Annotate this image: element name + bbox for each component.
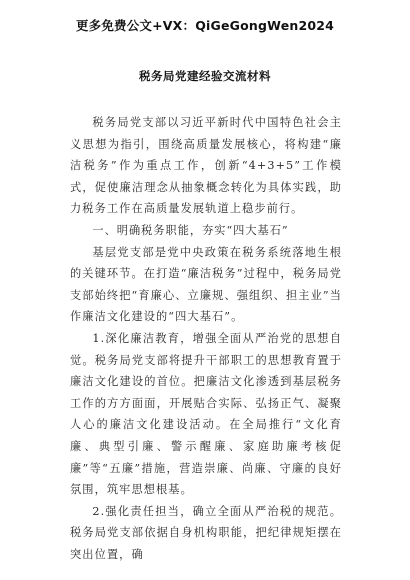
document-body xyxy=(70,112,342,565)
paragraph-intro: 税务局党支部以习近平新时代中国特色社会主义思想为指引，围绕高质量发展核心，将构建“廉洁税务”作为重点工作，创新“4+3+5”工作模式，促使廉洁理念从抽象概念转化为具体实践，助力税务工作在高质量发展轨道上稳步前行。 xyxy=(70,116,342,216)
paragraph-point-2: 2.强化责任担当，确立全面从严治税的规范。税务局党支部依据自身机构职能，把纪律规矩摆在突出位置，确 xyxy=(70,504,342,561)
paragraph-foundation: 基层党支部是党中央政策在税务系统落地生根的关键环节。在打造“廉洁税务”过程中，税务局党支部始终把“育廉心、立廉规、强组织、担主业”当作廉洁文化建设的“四大基石”。 xyxy=(70,245,342,324)
section-heading-1: 一、明确税务职能，夯实“四大基石” xyxy=(92,223,289,237)
paragraph-point-1: 1.深化廉洁教育，增强全面从严治党的思想自觉。税务局党支部将提升干部职工的思想教育置于廉洁文化建设的首位。把廉洁文化渗透到基层税务工作的方方面面，开展贴合实际、弘扬正气、凝聚人心的廉洁文化建设活动。在全局推行“文化育廉、典型引廉、警示醒廉、家庭助廉考核促廉”等“五廉”措施，营造崇廉、尚廉、守廉的良好氛围，筑牢思想根基。 xyxy=(70,331,342,497)
document-title: 税务局党建经验交流材料 xyxy=(139,69,271,83)
promo-banner: 更多免费公文+VX：QiGeGongWen2024 xyxy=(75,18,335,33)
